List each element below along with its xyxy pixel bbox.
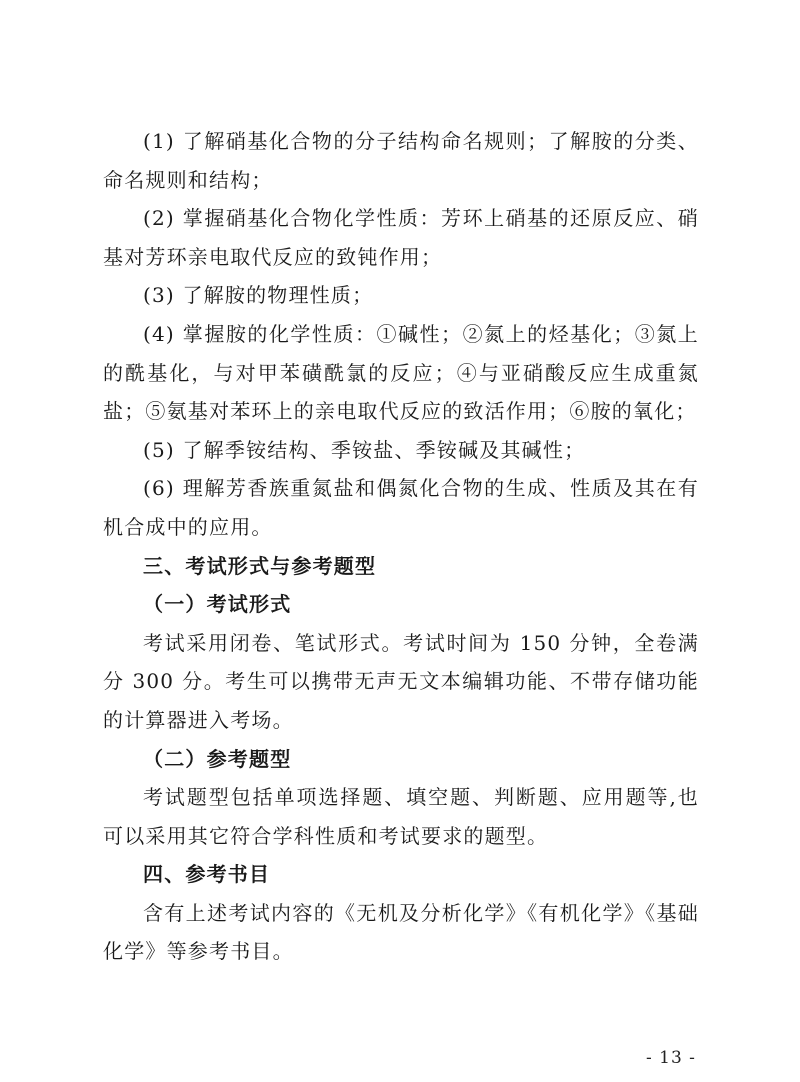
subheading-exam-form: （一）考试形式 [143,592,292,617]
page-number: - 13 - [646,1048,696,1068]
section-heading-exam-format: 三、考试形式与参考题型 [143,553,377,578]
paragraph-amine-chemistry: (4) 掌握胺的化学性质：①碱性；②氮上的烃基化；③氮上的酰基化，与对甲苯磺酰氯的反应；④与亚硝酸反应生成重氮盐；⑤氨基对苯环上的亲电取代反应的致活作用；⑥胺的氧化； [103,321,699,424]
paragraph-diazonium: (6) 理解芳香族重氮盐和偶氮化合物的生成、性质及其在有机合成中的应用。 [103,476,699,539]
paragraph-nitro-naming: (1) 了解硝基化合物的分子结构命名规则；了解胺的分类、命名规则和结构； [103,129,699,192]
paragraph-nitro-chemistry: (2) 掌握硝基化合物化学性质：芳环上硝基的还原反应、硝基对芳环亲电取代反应的致钝作用； [103,206,699,269]
section-heading-references: 四、参考书目 [143,862,271,887]
paragraph-question-types: 考试题型包括单项选择题、填空题、判断题、应用题等,也可以采用其它符合学科性质和考试要求的题型。 [103,785,699,848]
paragraph-amine-physical: (3) 了解胺的物理性质； [143,283,374,308]
page-content [103,122,699,971]
paragraph-quaternary-ammonium: (5) 了解季铵结构、季铵盐、季铵碱及其碱性； [143,437,586,462]
paragraph-references: 含有上述考试内容的《无机及分析化学》《有机化学》《基础化学》等参考书目。 [103,900,699,964]
subheading-question-types: （二）参考题型 [143,746,292,771]
paragraph-exam-form: 考试采用闭卷、笔试形式。考试时间为 150 分钟，全卷满分 300 分。考生可以携带无声无文本编辑功能、不带存储功能的计算器进入考场。 [103,630,699,732]
